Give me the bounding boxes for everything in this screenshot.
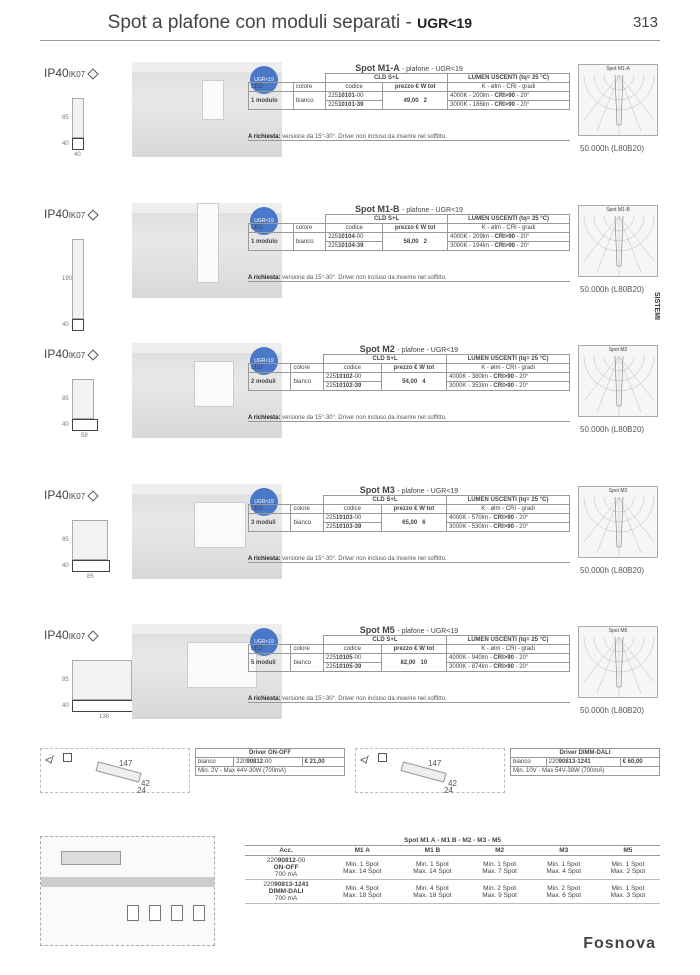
table-row (245, 856, 660, 880)
cld-header: CLD S+L (323, 636, 446, 645)
code-cell: 22510101-39 (326, 101, 383, 110)
polar-title: Spot M1-B (606, 207, 630, 213)
dimension-drawing (62, 229, 122, 339)
impact-icon (87, 349, 98, 360)
driver-table (510, 748, 660, 776)
driver-note: Min. 2V - Max 44V-30W (700mA) (196, 767, 345, 776)
polar-diagram (578, 205, 658, 277)
dimension-drawing (62, 369, 122, 479)
spec-table (248, 625, 570, 672)
dimension-front-drawing (72, 660, 132, 700)
color-cell: bianco (293, 233, 325, 251)
k-header: K - ølm - CRI - gradi (447, 364, 570, 373)
code-cell: 22510105-39 (323, 663, 381, 672)
dimension-bottom-drawing (72, 138, 84, 150)
dim-width-label: 85 (87, 574, 94, 580)
dim-depth-label: 40 (62, 703, 69, 709)
price-cell: 49,00 2 (383, 92, 448, 110)
ugr-badge: UGR<19 (250, 66, 278, 94)
code-cell: 22510104-39 (326, 242, 383, 251)
driver-dimm-dali (355, 748, 660, 793)
lumen-header: LUMEN USCENTI (tq= 25 °C) (447, 355, 570, 364)
code-header: codice (323, 645, 381, 654)
k-header: K - ølm - CRI - gradi (447, 505, 570, 514)
code-cell: 22510101-00 (326, 92, 383, 101)
ip-rating: IP40IK07 (44, 628, 97, 642)
dim-width-label: 40 (74, 152, 81, 158)
dim-height-label: 85 (62, 537, 69, 543)
compat-col-header: M5 (596, 846, 660, 856)
driver-price: € 21,00 (302, 758, 344, 767)
k-header: K - ølm - CRI - gradi (447, 645, 570, 654)
cld-header: CLD S+L (323, 355, 446, 364)
dimension-bottom-drawing (72, 700, 134, 712)
driver-dim-length: 147 (119, 759, 133, 768)
code-header: codice (326, 224, 383, 233)
driver-on-off (40, 748, 345, 793)
lumen-cell: 4000K - 570lm - CRI>90 - 20° (447, 514, 570, 523)
availability-note: A richiesta: versione da 15°-30°. Driver non incluso da inserire nel soffitto. (248, 556, 570, 563)
spec-table (248, 485, 570, 532)
color-cell: bianco (291, 654, 323, 672)
side-section-label: SISTEMI (652, 292, 660, 321)
code-header: codice (323, 364, 381, 373)
product-name: Spot M1-B - plafone - UGR<19 (355, 204, 463, 214)
page-number: 313 (632, 14, 658, 31)
dim-height-label: 85 (62, 115, 69, 121)
driver-in-ceiling-image (61, 851, 121, 865)
dimension-front-drawing (72, 379, 94, 419)
dimension-bottom-drawing (72, 319, 84, 331)
compat-col-header: M1 B (397, 846, 467, 856)
availability-note: A richiesta: versione da 15°-30°. Driver non incluso da inserire nel soffitto. (248, 275, 570, 282)
header-divider (40, 40, 660, 41)
led-header: LED (249, 505, 291, 514)
polar-grid (579, 627, 658, 698)
modules-cell: 3 moduli (249, 514, 291, 532)
spot-image (193, 905, 205, 921)
polar-grid (579, 487, 658, 558)
product-block (40, 204, 660, 342)
driver-dim-width: 42 (448, 779, 457, 788)
spec-table (248, 204, 570, 251)
ceiling-image (41, 877, 214, 887)
lifetime-label: 50.000h (L80B20) (580, 285, 645, 294)
compat-cell: Min. 1 Spot Max. 7 Spot (468, 856, 532, 880)
dim-depth-label: 40 (62, 422, 69, 428)
ip-rating: IP40IK07 (44, 347, 97, 361)
code-header: codice (323, 505, 381, 514)
driver-color: bianco (511, 758, 547, 767)
spec-table (248, 344, 570, 391)
compatibility-table (245, 836, 660, 904)
availability-note: A richiesta: versione da 15°-30°. Driver non incluso da inserire nel soffitto. (248, 134, 570, 141)
driver-code: 22090812-00 (234, 758, 302, 767)
dimension-front-drawing (72, 520, 108, 560)
dimension-drawing (62, 510, 122, 620)
electrical-symbol-icon: ≮ (360, 753, 368, 767)
lumen-header: LUMEN USCENTI (tq= 25 °C) (448, 215, 570, 224)
dim-width-label: 138 (99, 714, 110, 720)
table-row (245, 880, 660, 904)
impact-icon (87, 490, 98, 501)
driver-color: bianco (196, 758, 234, 767)
class-ii-icon (378, 753, 387, 762)
modules-cell: 5 moduli (249, 654, 291, 672)
wiring-diagram (40, 836, 215, 946)
lumen-cell: 3000K - 194lm - CRI>90 - 20° (448, 242, 570, 251)
lamp-image (202, 80, 224, 120)
modules-cell: 1 modulo (249, 233, 294, 251)
code-cell: 22510103-00 (323, 514, 381, 523)
dim-width-label: 59 (81, 433, 88, 439)
color-header: colore (293, 83, 325, 92)
compat-col-header: Acc. (245, 846, 327, 856)
price-cell: 82,00 10 (381, 654, 446, 672)
led-header: LED (249, 224, 294, 233)
code-cell: 22510103-39 (323, 523, 381, 532)
lumen-cell: 3000K - 353lm - CRI>90 - 20° (447, 382, 570, 391)
product-name: Spot M3 - plafone - UGR<19 (359, 485, 459, 495)
lumen-cell: 4000K - 380lm - CRI>90 - 20° (447, 373, 570, 382)
polar-diagram (578, 486, 658, 558)
compat-col-header: M1 A (327, 846, 397, 856)
lumen-cell: 3000K - 530lm - CRI>90 - 20° (447, 523, 570, 532)
polar-diagram (578, 64, 658, 136)
driver-table (195, 748, 345, 776)
product-name: Spot M2 - plafone - UGR<19 (359, 344, 459, 354)
dimension-bottom-drawing (72, 419, 98, 431)
driver-illustration (355, 748, 505, 793)
compat-cell: Min. 1 Spot Max. 4 Spot (532, 856, 596, 880)
compat-header-row (245, 846, 660, 856)
k-header: K - ølm - CRI - gradi (448, 224, 570, 233)
compat-cell: Min. 2 Spot Max. 6 Spot (532, 880, 596, 904)
dim-depth-label: 40 (62, 141, 69, 147)
dim-height-label: 190 (62, 276, 73, 282)
lumen-cell: 4000K - 209lm - CRI>90 - 20° (448, 233, 570, 242)
price-cell: 54,00 4 (381, 373, 446, 391)
availability-note: A richiesta: versione da 15°-30°. Driver non incluso da inserire nel soffitto. (248, 415, 570, 422)
dimension-front-drawing (72, 98, 84, 138)
compat-cell: Min. 2 Spot Max. 9 Spot (468, 880, 532, 904)
polar-title: Spot M3 (608, 488, 628, 494)
lamp-image (194, 361, 234, 407)
product-name: Spot M1-A - plafone - UGR<19 (355, 63, 463, 73)
driver-title: Driver DIMM-DALI (511, 749, 660, 758)
color-header: colore (293, 224, 325, 233)
spot-image (127, 905, 139, 921)
dim-height-label: 85 (62, 396, 69, 402)
compat-cell: Min. 1 Spot Max. 14 Spot (397, 856, 467, 880)
lumen-cell: 3000K - 186lm - CRI>90 - 20° (448, 101, 570, 110)
spot-image (171, 905, 183, 921)
color-cell: bianco (293, 92, 325, 110)
dim-height-label: 85 (62, 677, 69, 683)
electrical-symbol-icon: ≮ (45, 753, 53, 767)
polar-diagram (578, 345, 658, 417)
color-cell: bianco (291, 373, 323, 391)
ip-rating: IP40IK07 (44, 66, 97, 80)
code-cell: 22510102-00 (323, 373, 381, 382)
accessory-cell: 22090812-00 ON-OFF 700 mA (245, 856, 327, 880)
ugr-badge: UGR<19 (250, 628, 278, 656)
cld-header: CLD S+L (323, 496, 446, 505)
spot-image (149, 905, 161, 921)
driver-dim-width: 42 (141, 779, 150, 788)
driver-code: 22090813-1241 (546, 758, 620, 767)
impact-icon (87, 68, 98, 79)
code-cell: 22510102-39 (323, 382, 381, 391)
compat-col-header: M2 (468, 846, 532, 856)
dim-depth-label: 40 (62, 563, 69, 569)
price-w-header: prezzo € W tot (383, 83, 448, 92)
availability-note: A richiesta: versione da 15°-30°. Driver non incluso da inserire nel soffitto. (248, 696, 570, 703)
price-w-header: prezzo € W tot (381, 505, 446, 514)
impact-icon (87, 630, 98, 641)
price-w-header: prezzo € W tot (381, 645, 446, 654)
cld-header: CLD S+L (326, 215, 448, 224)
compat-cell: Min. 1 Spot Max. 3 Spot (596, 880, 660, 904)
lifetime-label: 50.000h (L80B20) (580, 566, 645, 575)
spec-table (248, 63, 570, 110)
driver-note: Min. 10V - Max 54V-38W (700mA) (511, 767, 660, 776)
polar-title: Spot M2 (608, 347, 628, 353)
ip-rating: IP40IK07 (44, 488, 97, 502)
lifetime-label: 50.000h (L80B20) (580, 706, 645, 715)
driver-dim-length: 147 (428, 759, 442, 768)
price-w-header: prezzo € W tot (381, 364, 446, 373)
price-w-header: prezzo € W tot (383, 224, 448, 233)
color-header: colore (291, 505, 323, 514)
lamp-image (197, 203, 219, 283)
lumen-cell: 4000K - 940lm - CRI>90 - 20° (447, 654, 570, 663)
color-header: colore (291, 645, 323, 654)
driver-dim-height: 24 (137, 786, 146, 795)
lamp-image (194, 502, 246, 548)
modules-cell: 2 moduli (249, 373, 291, 391)
lamp-image (187, 642, 257, 688)
product-block (40, 344, 660, 482)
dimension-drawing (62, 650, 122, 760)
compat-cell: Min. 1 Spot Max. 14 Spot (327, 856, 397, 880)
driver-price: € 60,00 (620, 758, 659, 767)
impact-icon (87, 209, 98, 220)
led-header: LED (249, 364, 291, 373)
polar-title: Spot M1-A (606, 66, 630, 72)
driver-illustration (40, 748, 190, 793)
color-cell: bianco (291, 514, 323, 532)
polar-grid (579, 206, 658, 277)
compat-cell: Min. 4 Spot Max. 18 Spot (327, 880, 397, 904)
class-ii-icon (63, 753, 72, 762)
dimension-drawing (62, 88, 122, 198)
product-block (40, 63, 660, 201)
ip-rating: IP40IK07 (44, 207, 97, 221)
dim-depth-label: 40 (62, 322, 69, 328)
compat-cell: Min. 4 Spot Max. 18 Spot (397, 880, 467, 904)
driver-dim-height: 24 (444, 786, 453, 795)
dimension-bottom-drawing (72, 560, 110, 572)
k-header: K - ølm - CRI - gradi (448, 83, 570, 92)
ugr-badge: UGR<19 (250, 207, 278, 235)
code-cell: 22510105-00 (323, 654, 381, 663)
polar-grid (579, 65, 658, 136)
code-cell: 22510104-00 (326, 233, 383, 242)
modules-cell: 1 modulo (249, 92, 294, 110)
ugr-badge: UGR<19 (250, 488, 278, 516)
lumen-header: LUMEN USCENTI (tq= 25 °C) (448, 74, 570, 83)
product-block (40, 485, 660, 623)
lumen-header: LUMEN USCENTI (tq= 25 °C) (447, 636, 570, 645)
cld-header: CLD S+L (326, 74, 448, 83)
compat-col-header: M3 (532, 846, 596, 856)
compat-title: Spot M1 A - M1 B - M2 - M3 - M5 (245, 836, 660, 846)
dimension-front-drawing (72, 239, 84, 319)
code-header: codice (326, 83, 383, 92)
price-cell: 58,00 2 (383, 233, 448, 251)
polar-title: Spot M5 (608, 628, 628, 634)
color-header: colore (291, 364, 323, 373)
price-cell: 65,00 6 (381, 514, 446, 532)
lumen-cell: 3000K - 874lm - CRI>90 - 20° (447, 663, 570, 672)
brand-logo: Fosnova (583, 935, 656, 952)
polar-grid (579, 346, 658, 417)
lumen-header: LUMEN USCENTI (tq= 25 °C) (447, 496, 570, 505)
lifetime-label: 50.000h (L80B20) (580, 144, 645, 153)
polar-diagram (578, 626, 658, 698)
page-title: Spot a plafone con moduli separati - UGR<19 (107, 12, 472, 33)
driver-title: Driver ON-OFF (196, 749, 345, 758)
product-block (40, 625, 660, 763)
lumen-cell: 4000K - 200lm - CRI>90 - 20° (448, 92, 570, 101)
compat-cell: Min. 1 Spot Max. 2 Spot (596, 856, 660, 880)
lifetime-label: 50.000h (L80B20) (580, 425, 645, 434)
led-header: LED (249, 645, 291, 654)
product-name: Spot M5 - plafone - UGR<19 (359, 625, 459, 635)
led-header: LED (249, 83, 294, 92)
accessory-cell: 22090813-1241 DIMM-DALI 700 mA (245, 880, 327, 904)
ugr-badge: UGR<19 (250, 347, 278, 375)
